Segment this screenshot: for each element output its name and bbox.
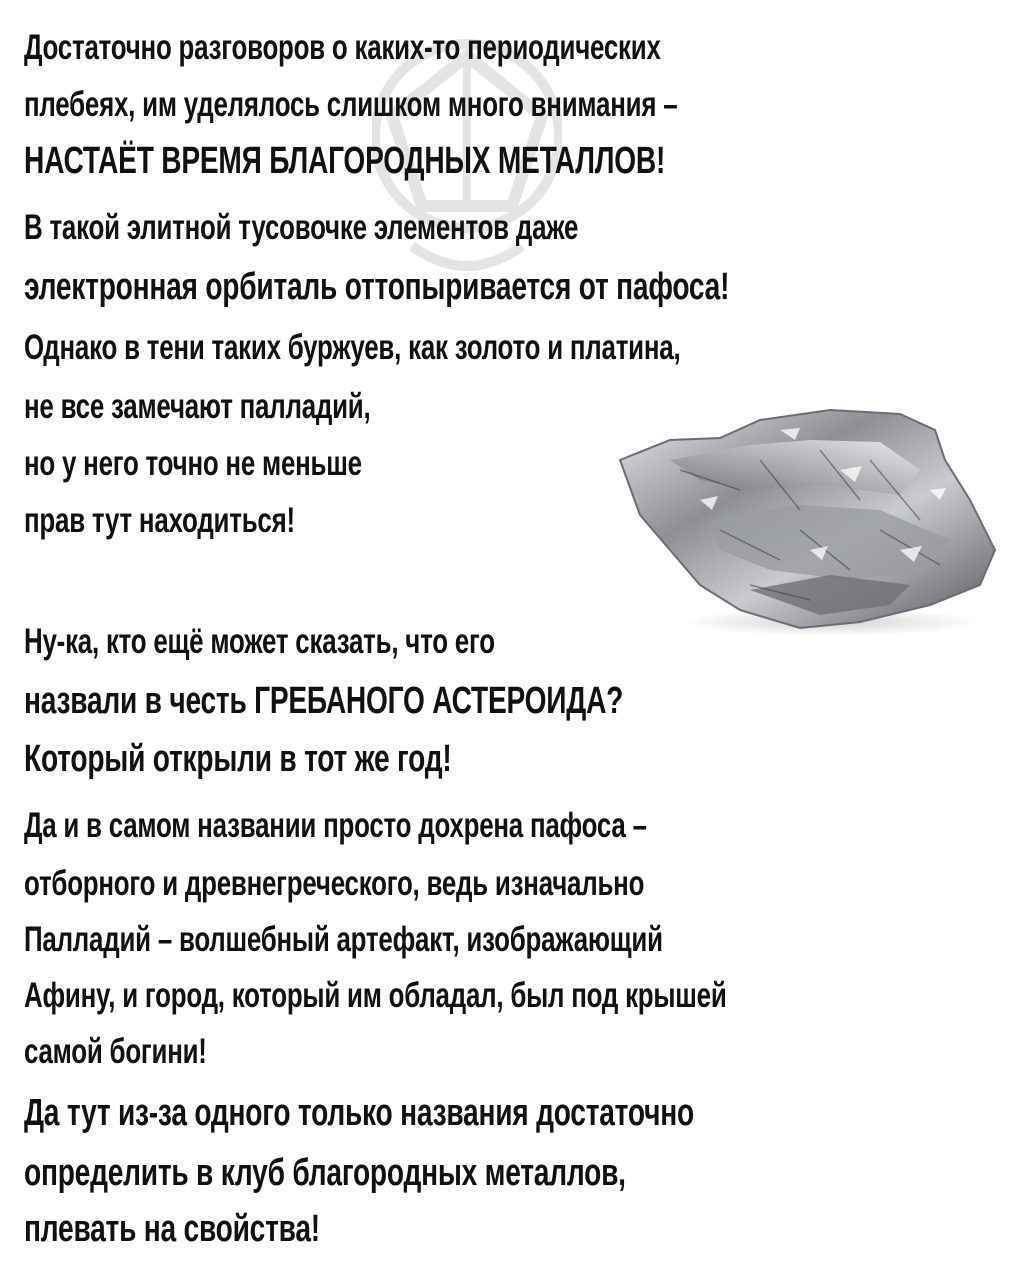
text-line: назвали в честь ГРЕБАНОГО АСТЕРОИДА? bbox=[24, 680, 624, 722]
text-line: Однако в тени таких буржуев, как золото и платина, bbox=[24, 328, 681, 367]
text-line: В такой элитной тусовочке элементов даже bbox=[24, 208, 579, 247]
text-line: Да и в самом названии просто дохрена пафоса – bbox=[24, 806, 647, 845]
text-line: Афину, и город, который им обладал, был под крышей bbox=[24, 976, 727, 1015]
text-line: не все замечают палладий, bbox=[24, 387, 371, 426]
text-line: определить в клуб благородных металлов, bbox=[24, 1152, 626, 1194]
text-line: плебеях, им уделялось слишком много внимания – bbox=[24, 85, 678, 124]
text-line: Да тут из-за одного только названия достаточно bbox=[24, 1092, 694, 1134]
text-line: Ну-ка, кто ещё может сказать, что его bbox=[24, 622, 495, 661]
text-line: Который открыли в тот же год! bbox=[24, 738, 452, 780]
palladium-nugget-icon bbox=[600, 400, 1000, 640]
text-line: Палладий – волшебный артефакт, изображающий bbox=[24, 920, 663, 959]
text-line: плевать на свойства! bbox=[24, 1208, 320, 1250]
text-line: электронная орбиталь оттопыривается от пафоса! bbox=[24, 266, 730, 308]
headline-line: НАСТАЁТ ВРЕМЯ БЛАГОРОДНЫХ МЕТАЛЛОВ! bbox=[24, 140, 666, 182]
text-line: отборного и древнегреческого, ведь изначально bbox=[24, 864, 645, 903]
text-line: прав тут находиться! bbox=[24, 501, 295, 540]
text-line: самой богини! bbox=[24, 1032, 207, 1071]
text-line: но у него точно не меньше bbox=[24, 444, 362, 483]
text-line: Достаточно разговоров о каких-то периодических bbox=[24, 28, 661, 67]
